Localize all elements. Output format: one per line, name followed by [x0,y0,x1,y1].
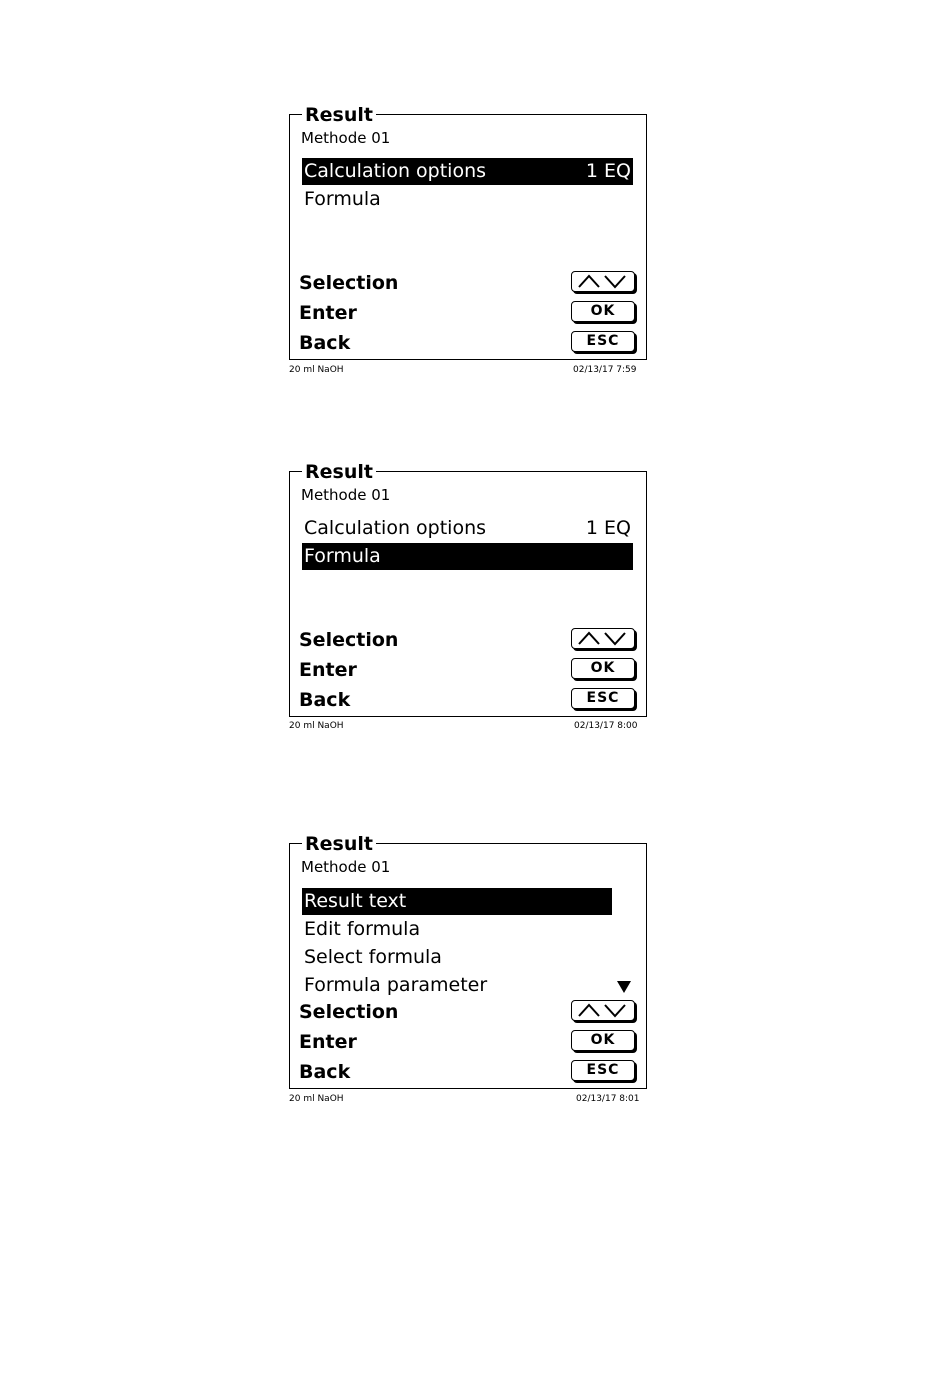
menu-item-label: Calculation options [304,160,487,182]
selection-label: Selection [299,629,399,651]
up-down-arrows-icon [576,1003,630,1018]
footer-datetime: 02/13/17 8:01 [576,1094,640,1104]
footer-datetime: 02/13/17 7:59 [573,365,637,375]
enter-label: Enter [299,1031,357,1053]
menu-item-result-text[interactable] [302,888,612,915]
menu-item-value: 1 EQ [585,160,631,182]
result-screen-2 [289,461,647,717]
screen-title: Result [302,834,376,854]
enter-label: Enter [299,302,357,324]
back-row [299,1059,635,1086]
menu-item-edit-formula[interactable] [302,916,612,943]
menu-item-value: 1 EQ [585,517,631,539]
menu-item-calculation-options[interactable] [302,158,633,185]
menu-item-label: Formula parameter [304,974,488,996]
back-row [299,330,635,357]
menu-item-label: Result text [304,890,407,912]
menu-item-label: Formula [304,188,381,210]
menu-item-calculation-options[interactable] [302,515,633,542]
enter-label: Enter [299,659,357,681]
back-row [299,687,635,714]
footer-reagent: 20 ml NaOH [289,365,344,375]
selection-row [299,270,635,297]
enter-row [299,300,635,327]
ok-button[interactable]: OK [571,658,635,679]
result-screen-3 [289,833,647,1089]
menu-item-formula[interactable] [302,543,633,570]
esc-button[interactable]: ESC [571,331,635,352]
up-down-arrows-icon [576,631,630,646]
screen-title: Result [302,462,376,482]
menu-item-formula[interactable] [302,186,633,213]
esc-button[interactable]: ESC [571,1060,635,1081]
down-triangle-icon [617,981,631,996]
up-down-button[interactable] [571,271,635,292]
back-label: Back [299,689,351,711]
menu-item-formula-parameter[interactable] [302,972,612,999]
enter-row [299,657,635,684]
selection-row [299,627,635,654]
up-down-arrows-icon [576,274,630,289]
footer-reagent: 20 ml NaOH [289,721,344,731]
menu-item-label: Select formula [304,946,442,968]
method-name: Methode 01 [301,129,391,147]
menu-item-select-formula[interactable] [302,944,612,971]
screen-title: Result [302,105,376,125]
esc-button[interactable]: ESC [571,688,635,709]
method-name: Methode 01 [301,858,391,876]
menu-item-label: Calculation options [304,517,487,539]
selection-label: Selection [299,272,399,294]
back-label: Back [299,1061,351,1083]
ok-button[interactable]: OK [571,1030,635,1051]
up-down-button[interactable] [571,628,635,649]
up-down-button[interactable] [571,1000,635,1021]
menu-item-label: Formula [304,545,381,567]
ok-button[interactable]: OK [571,301,635,322]
footer-reagent: 20 ml NaOH [289,1094,344,1104]
method-name: Methode 01 [301,486,391,504]
menu-item-label: Edit formula [304,918,421,940]
footer-datetime: 02/13/17 8:00 [574,721,638,731]
selection-label: Selection [299,1001,399,1023]
back-label: Back [299,332,351,354]
result-screen-1 [289,104,647,360]
enter-row [299,1029,635,1056]
selection-row [299,999,635,1026]
